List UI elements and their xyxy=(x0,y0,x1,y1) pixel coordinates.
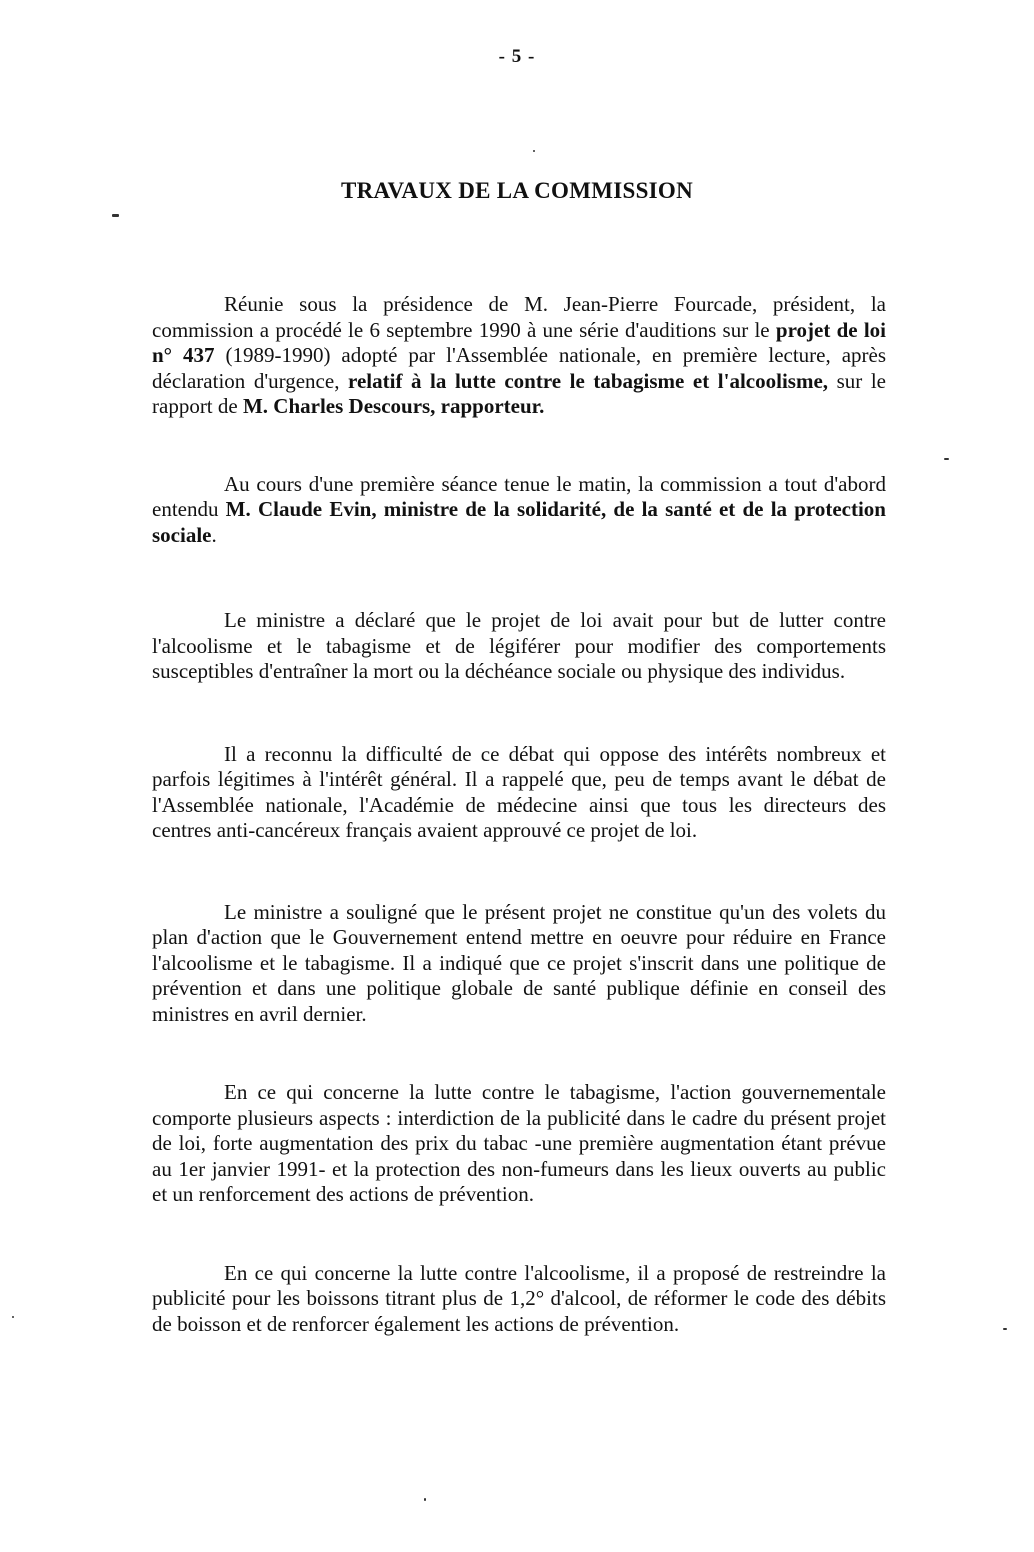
paragraph-1 xyxy=(152,292,886,420)
paragraph-2-text-b: . xyxy=(211,522,217,547)
bill-subject: relatif à la lutte contre le tabagisme et l'alcoolisme, xyxy=(348,368,829,393)
scan-speck xyxy=(112,214,119,217)
scan-speck xyxy=(944,458,949,460)
paragraph-3: Le ministre a déclaré que le projet de loi avait pour but de lutter contre l'alcoolisme et le tabagisme et de légiférer pour modifier des comportements susceptibles d'entraîner la mort ou la déchéance sociale ou physique des individus. xyxy=(152,608,886,683)
paragraph-7: En ce qui concerne la lutte contre l'alcoolisme, il a proposé de restreindre la publicité pour les boissons titrant plus de 1,2° d'alcool, de réformer le code des débits de boisson et de renforcer également les actions de prévention. xyxy=(152,1260,886,1336)
paragraph-1-text-c: sur le rapport de xyxy=(152,368,886,418)
scan-speck xyxy=(424,1498,426,1501)
scan-speck xyxy=(1003,1328,1007,1330)
scan-speck xyxy=(12,1316,14,1318)
paragraph-1-text-b: (1989-1990) adopté par l'Assemblée nationale, en première lecture, après déclaration d'urgence, xyxy=(152,343,887,393)
paragraph-2-text-a: Au cours d'une première séance tenue le matin, la commission a tout d'abord entendu xyxy=(152,471,886,521)
document-body xyxy=(152,292,886,1391)
section-title: TRAVAUX DE LA COMMISSION xyxy=(340,178,694,203)
bill-reference: projet de loi n° 437 xyxy=(152,317,886,367)
paragraph-6: En ce qui concerne la lutte contre le tabagisme, l'action gouvernementale comporte plusieurs aspects : interdiction de la publicité dans le cadre du présent projet de loi, forte augmentation des prix du tabac -une première augmentation étant prévue au 1er janvier 1991- et la protection des non-fumeurs dans les lieux ouverts au public et un renforcement des actions de prévention. xyxy=(152,1080,886,1206)
rapporteur-name: M. Charles Descours, rapporteur. xyxy=(242,394,545,418)
minister-name: M. Claude Evin, ministre de la solidarité, de la santé et de la protection sociale xyxy=(152,497,886,547)
paragraph-5: Le ministre a souligné que le présent projet ne constitue qu'un des volets du plan d'action que le Gouvernement entend mettre en oeuvre pour réduire en France l'alcoolisme et le tabagisme. Il a indiqué que ce projet s'inscrit dans une politique de prévention et dans une politique globale de santé publique définie en conseil des ministres en avril dernier. xyxy=(152,899,886,1026)
page-number: - 5 - xyxy=(498,46,536,67)
paragraph-1-text-a: Réunie sous la présidence de M. Jean-Pierre Fourcade, président, la commission a procédé le 6 septembre 1990 à une série d'auditions sur le xyxy=(152,292,886,342)
paragraph-4: Il a reconnu la difficulté de ce débat qui oppose des intérêts nombreux et parfois légitimes à l'intérêt général. Il a rappelé que, peu de temps avant le débat de l'Assemblée nationale, l'Académie de médecine ainsi que tous les directeurs des centres anti-cancéreux français avaient approuvé ce projet de loi. xyxy=(152,741,886,842)
paragraph-2 xyxy=(152,472,886,549)
scan-speck xyxy=(533,150,535,152)
